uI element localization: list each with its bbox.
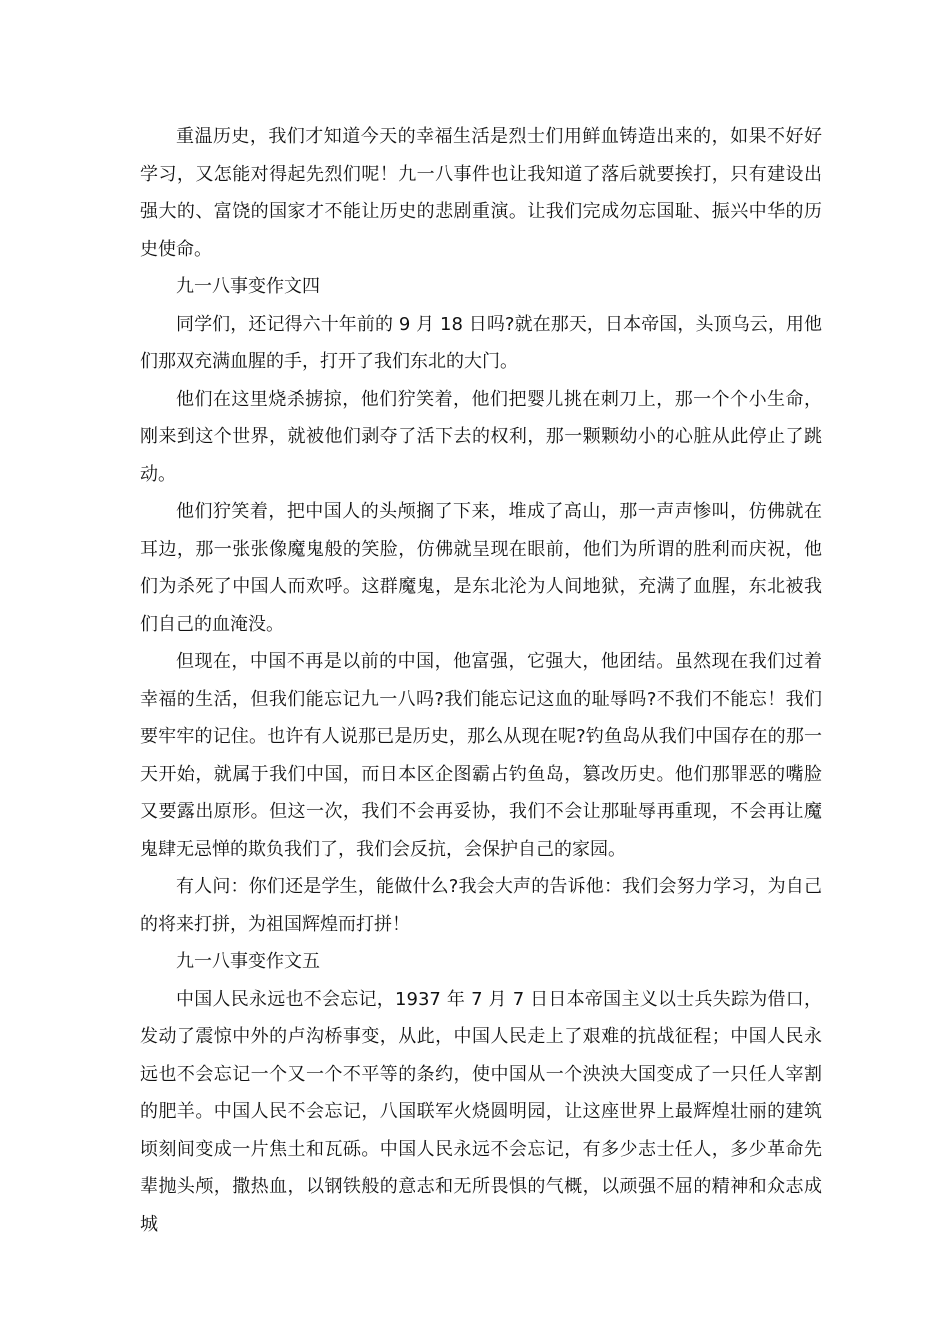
section-heading-essay-five: 九一八事变作文五: [176, 951, 320, 972]
document-body: [140, 118, 822, 1243]
section-heading-essay-four: 九一八事变作文四: [176, 276, 320, 297]
paragraph-history-review: 重温历史，我们才知道今天的幸福生活是烈士们用鲜血铸造出来的，如果不好好学习，又怎能对得起先烈们呢！九一八事件也让我知道了落后就要挨打，只有建设出强大的、富饶的国家才不能让历史的悲剧重演。让我们完成勿忘国耻、振兴中华的历史使命。: [140, 126, 822, 260]
paragraph-china-now: 但现在，中国不再是以前的中国，他富强，它强大，他团结。虽然现在我们过着幸福的生活，但我们能忘记九一八吗?我们能忘记这血的耻辱吗?不我们不能忘！我们要牢牢的记住。也许有人说那已是历史，那么从现在呢?钓鱼岛从我们中国存在的那一天开始，就属于我们中国，而日本区企图霸占钓鱼岛，篡改历史。他们那罪恶的嘴脸又要露出原形。但这一次，我们不会再妥协，我们不会让那耻辱再重现，不会再让魔鬼肆无忌惮的欺负我们了，我们会反抗，会保护自己的家园。: [140, 651, 822, 860]
paragraph-september-18: 同学们，还记得六十年前的 9 月 18 日吗?就在那天，日本帝国，头顶乌云，用他们那双充满血腥的手，打开了我们东北的大门。: [140, 313, 822, 372]
paragraph-never-forget: 中国人民永远也不会忘记，1937 年 7 月 7 日日本帝国主义以士兵失踪为借口，发动了震惊中外的卢沟桥事变，从此，中国人民走上了艰难的抗战征程；中国人民永远也不会忘记一个又一个不平等的条约，使中国从一个泱泱大国变成了一只任人宰割的肥羊。中国人民不会忘记，八国联军火烧圆明园，让这座世界上最辉煌壮丽的建筑顷刻间变成一片焦土和瓦砾。中国人民永远不会忘记，有多少志士任人，多少革命先辈抛头颅，撒热血，以钢铁般的意志和无所畏惧的气概，以顽强不屈的精神和众志成城: [140, 988, 822, 1235]
paragraph-mountain-of-heads: 他们狞笑着，把中国人的头颅搁了下来，堆成了高山，那一声声惨叫，仿佛就在耳边，那一张张像魔鬼般的笑脸，仿佛就呈现在眼前，他们为所谓的胜利而庆祝，他们为杀死了中国人而欢呼。这群魔鬼，是东北沦为人间地狱，充满了血腥，东北被我们自己的血淹没。: [140, 501, 822, 635]
paragraph-atrocities: 他们在这里烧杀掳掠，他们狞笑着，他们把婴儿挑在刺刀上，那一个个小生命，刚来到这个世界，就被他们剥夺了活下去的权利，那一颗颗幼小的心脏从此停止了跳动。: [140, 388, 822, 485]
paragraph-students-answer: 有人问：你们还是学生，能做什么?我会大声的告诉他：我们会努力学习，为自己的将来打拼，为祖国辉煌而打拼！: [140, 876, 822, 935]
